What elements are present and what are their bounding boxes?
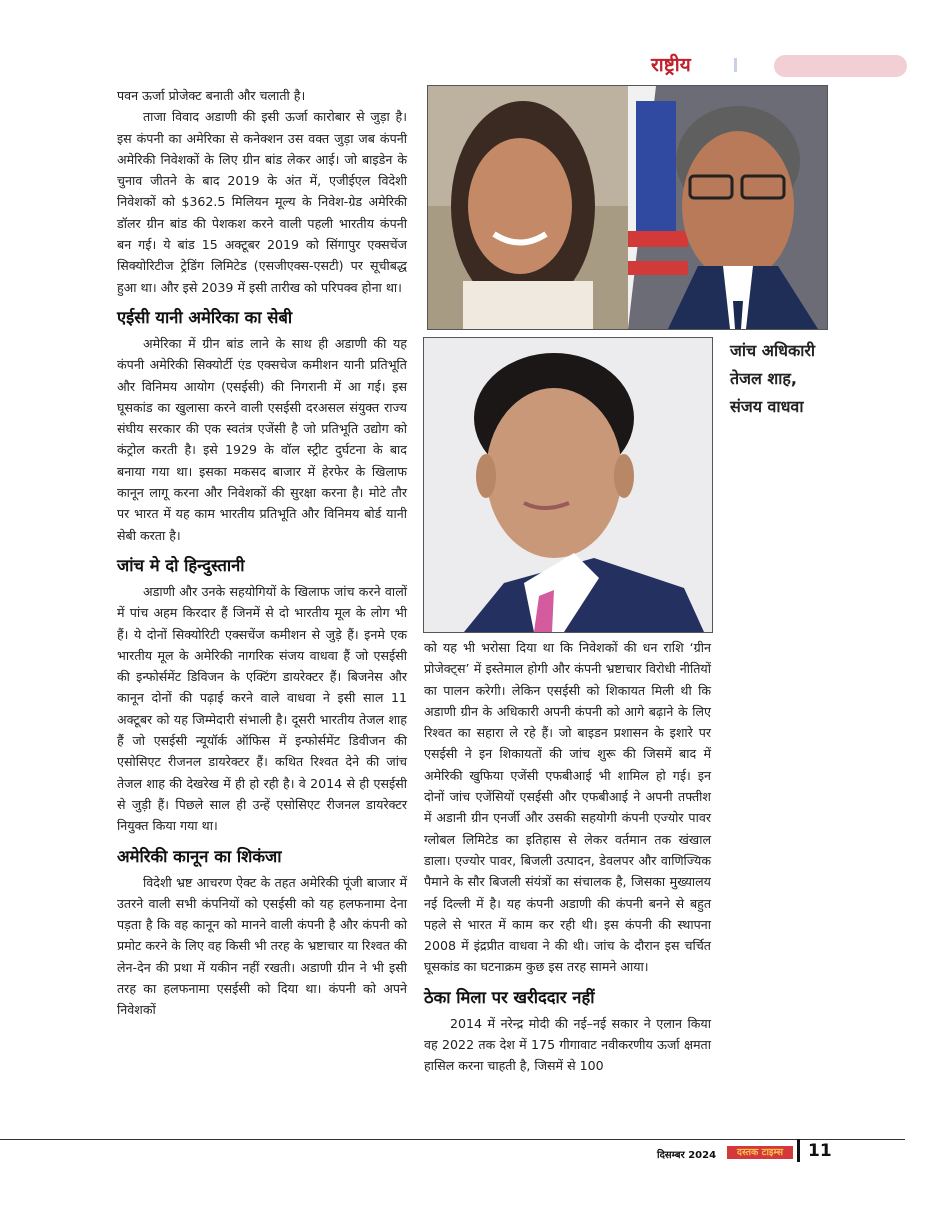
header-decoration-pill <box>774 55 907 77</box>
paragraph: अमेरिका में ग्रीन बांड लाने के साथ ही अडाणी की यह कंपनी अमेरिकी सिक्योर्टी एंड एक्सचेज कमीशन यानी प्रतिभूति और विनिमय आयोग (एसईसी) की निगरानी में आ गई। इस घूसकांड का खुलासा करने वाली एसईसी दरअसल संयुक्त राज्य संघीय सरकार की एक स्वतंत्र एजेंसी है जो प्रतिभूति उद्योग को कंट्रोल करती है। इसे 1929 के वॉल स्ट्रीट दुर्घटना के बाद बनाया गया था। इसका मकसद बाजार में हेरफेर के खिलाफ कानून लागू करना और निवेशकों की सुरक्षा करना है। मोटे तौर पर भारत में यह काम भारतीय प्रतिभूति और विनिमय बोर्ड यानी सेबी करता है। <box>117 335 407 543</box>
publication-logo: दस्तक टाइम्स <box>727 1146 793 1159</box>
article-column-left <box>117 85 407 1021</box>
header-divider <box>734 58 737 72</box>
section-title: राष्ट्रीय <box>651 54 691 76</box>
paragraph: अडाणी और उनके सहयोगियों के खिलाफ जांच करने वालों में पांच अहम किरदार हैं जिनमें से दो भारतीय मूल के लोग भी हैं। ये दोनों सिक्योरिटी एक्सचेंज कमीशन से जुड़े हैं। इनमे एक भारतीय मूल के अमेरिकी नागरिक संजय वाधवा हैं जो एसईसी की इन्फोर्समेंट डिविजन के एक्टिंग डायरेक्टर हैं। बिजनेस और कानून दोनों की पढ़ाई करने वाले वाधवा ने इसी साल 11 अक्टूबर को यह जिम्मेदारी संभाली है। दूसरी भारतीय तेजल शाह हैं जो एसईसी न्यूयॉर्क ऑफिस में इन्फोर्समेंट डिवीजन की एसोसिएट रीजनल डायरेक्टर हैं। कथित रिश्वत देने की जांच तेजल शाह की देखरेख में ही हो रही है। वे 2014 से ही एसईसी से जुड़ी हैं। पिछले साल ही उन्हें एसोसिएट रीजनल डायरेक्टर नियुक्त किया गया था। <box>117 583 407 834</box>
paragraph: ताजा विवाद अडाणी की इसी ऊर्जा कारोबार से जुड़ा है। इस कंपनी का अमेरिका से कनेक्शन उस वक्त जुड़ा जब कंपनी अमेरिकी निवेशकों के लिए ग्रीन बांड लेकर आई। जो बाइडेन के चुनाव जीतने के बाद 2019 के अंत में, एजीईएल विदेशी निवेशकों को $362.5 मिलियन मूल्य के निवेश-ग्रेड अमेरिकी डॉलर ग्रीन बांड की पेशकश करने वाली पहली भारतीय कंपनी बन गई। ये बांड 15 अक्टूबर 2019 को सिंगापुर एक्सचेंज सिक्योरिटीज ट्रेडिंग लिमिटेड (एसजीएक्स-एसटी) पर सूचीबद्ध हुआ था। और इसे 2039 में इसी तारीख को परिपक्व होना था। <box>117 109 407 295</box>
subheading: जांच मे दो हिन्दुस्तानी <box>117 555 245 575</box>
paragraph: विदेशी भ्रष्ट आचरण ऐक्ट के तहत अमेरिकी पूंजी बाजार में उतरने वाली सभी कंपनियों को एसईसी को यह हलफनामा देना पड़ता है कि वह कानून को मानने वाली कंपनी है और कंपनी को प्रमोट करने के लिए वह किसी भी तरह के भ्रष्टाचार या रिश्वत की लेन-देन की प्रथा में यकीन नहीं रखती। अडाणी ग्रीन ने भी इसी तरह का हलफनामा एसईसी को दिया था। कंपनी को अपने निवेशकों <box>117 874 407 1018</box>
subheading: एईसी यानी अमेरिका का सेबी <box>117 307 293 327</box>
paragraph: 2014 में नरेन्द्र मोदी की नई–नई सकार ने एलान किया वह 2022 तक देश में 175 गीगावाट नवीकरणीय ऊर्जा क्षमता हासिल करना चाहती है, जिसमें से 100 <box>424 1015 711 1074</box>
caption-line: तेजल शाह, <box>730 369 798 388</box>
photo-caption <box>730 337 880 421</box>
issue-date: दिसम्बर 2024 <box>657 1150 717 1161</box>
caption-line: जांच अधिकारी <box>730 341 816 360</box>
paragraph: पवन ऊर्जा प्रोजेक्ट बनाती और चलाती है। <box>117 88 306 103</box>
caption-line: संजय वाधवा <box>730 397 804 416</box>
subheading: अमेरिकी कानून का शिकंजा <box>117 846 282 866</box>
portrait-pair-image <box>428 86 827 329</box>
photo-tejal-shah-sanjay-wadhwa <box>427 85 828 330</box>
portrait-image <box>424 338 712 632</box>
photo-portrait <box>423 337 713 633</box>
page-number: 11 <box>808 1141 832 1161</box>
footer-divider <box>797 1139 800 1162</box>
paragraph: को यह भी भरोसा दिया था कि निवेशकों की धन राशि ‘ग्रीन प्रोजेक्ट्स’ में इस्तेमाल होगी और कंपनी भ्रष्टाचार विरोधी नीतियों का पालन करेगी। लेकिन एसईसी को शिकायत मिली थी कि अडाणी ग्रीन के अधिकारी अपनी कंपनी को आगे बढ़ाने के लिए रिश्वत का सहारा ले रहे हैं। जो बाइडन प्रशासन के इशारे पर एसईसी ने इन शिकायतों की जांच शुरू की जिसमें बाद में अमेरिकी खुफिया एजेंसी एफबीआई भी शामिल हो गई। इन दोनों जांच एजेंसियों एसईसी और एफबीआई ने अपनी तफ्तीश में अडानी ग्रीन एनर्जी और उसकी सहयोगी कंपनी एज्योर पावर ग्लोबल लिमिटेड का इतिहास से लेकर वर्तमान तक खंखाल डाला। एज्योर पावर, बिजली उत्पादन, डेवलपर और वाणिज्यिक पैमाने के सौर बिजली संयंत्रों का संचालक है, जिसका मुख्यालय नई दिल्ली में है। यह कंपनी अडाणी की कंपनी बनने से बहुत पहले से भारत में काम कर रही थी। इस कंपनी की स्थापना 2008 में इंद्रप्रीत वाधवा ने की थी। जांच के दौरान इस चर्चित घूसकांड का घटनाक्रम कुछ इस तरह सामने आया। <box>424 640 711 975</box>
footer-rule <box>0 1139 905 1140</box>
article-column-middle <box>424 637 711 1077</box>
subheading: ठेका मिला पर खरीददार नहीं <box>424 987 595 1007</box>
